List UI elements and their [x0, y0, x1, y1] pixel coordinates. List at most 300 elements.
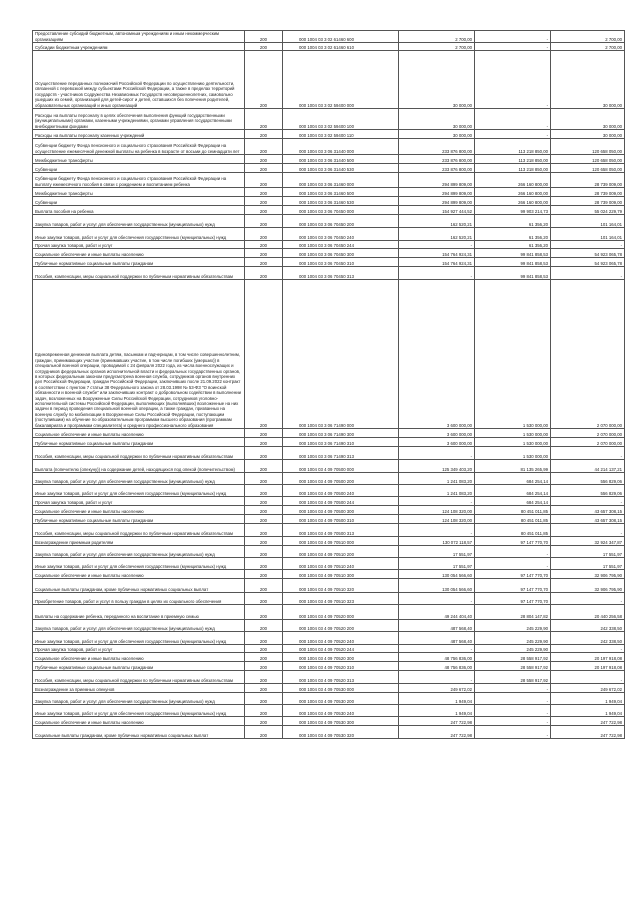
row-name-cell: Социальное обеспечение и иные выплаты населению	[33, 717, 245, 726]
row-code-cell: 200	[245, 43, 283, 51]
row-plan-cell: 124 108 320,00	[399, 515, 475, 524]
row-rest-cell: 242 338,50	[551, 620, 625, 632]
row-rest-cell: 30 000,00	[551, 51, 625, 109]
row-rest-cell: 101 164,01	[551, 215, 625, 228]
row-name-cell: Пособия, компенсации, меры социальной поддержки по публичным нормативным обязательствам	[33, 671, 245, 684]
row-rest-cell: 30 000,00	[551, 130, 625, 139]
table-row	[33, 593, 625, 605]
row-kbk-cell: 000 1004 03 4 09 70530 000	[283, 684, 399, 693]
row-code-cell: 200	[245, 506, 283, 515]
row-rest-cell: 30 000,00	[551, 109, 625, 130]
report-sheet	[32, 30, 624, 739]
row-fact-cell: 61 356,20	[475, 241, 551, 249]
row-kbk-cell: 000 1004 03 4 09 70520 313	[283, 671, 399, 684]
row-plan-cell: 49 244 404,40	[399, 605, 475, 620]
row-kbk-cell: 000 1004 03 3 02 61460 600	[283, 31, 399, 43]
row-plan-cell: 2 700,00	[399, 43, 475, 51]
row-kbk-cell: 000 1004 03 4 09 70520 000	[283, 605, 399, 620]
row-kbk-cell: 000 1004 03 3 06 70450 240	[283, 228, 399, 241]
row-name-cell: Социальное обеспечение и иные выплаты населению	[33, 570, 245, 579]
row-code-cell: 200	[245, 717, 283, 726]
row-code-cell: 200	[245, 173, 283, 188]
row-kbk-cell: 000 1004 03 4 09 70520 200	[283, 620, 399, 632]
table-row	[33, 705, 625, 717]
row-code-cell: 200	[245, 632, 283, 645]
row-kbk-cell: 000 1004 03 4 09 70500 000	[283, 460, 399, 473]
row-fact-cell: 99 841 858,53	[475, 267, 551, 280]
table-row	[33, 506, 625, 515]
row-code-cell: 200	[245, 605, 283, 620]
row-code-cell: 200	[245, 249, 283, 258]
row-code-cell: 200	[245, 537, 283, 546]
row-rest-cell: 55 024 229,79	[551, 206, 625, 215]
row-plan-cell: 2 700,00	[399, 31, 475, 43]
row-name-cell: Иные закупки товаров, работ и услуг для обеспечения государственных (муниципальных) нужд	[33, 632, 245, 645]
row-rest-cell: 54 923 065,78	[551, 258, 625, 267]
table-row	[33, 109, 625, 130]
row-kbk-cell: 000 1004 03 4 09 70510 200	[283, 546, 399, 558]
row-fact-cell: -	[475, 31, 551, 43]
row-rest-cell: 2 700,00	[551, 31, 625, 43]
row-fact-cell: 245 229,90	[475, 645, 551, 653]
row-rest-cell: 44 214 137,21	[551, 460, 625, 473]
row-plan-cell: 1 241 083,20	[399, 473, 475, 485]
table-row	[33, 473, 625, 485]
table-row	[33, 130, 625, 139]
row-kbk-cell: 000 1004 03 4 09 70510 240	[283, 558, 399, 570]
row-name-cell: Социальное обеспечение и иные выплаты населению	[33, 249, 245, 258]
table-row	[33, 249, 625, 258]
row-kbk-cell: 000 1004 03 4 09 70510 000	[283, 537, 399, 546]
table-row	[33, 693, 625, 705]
table-row	[33, 558, 625, 570]
row-plan-cell: -	[399, 671, 475, 684]
table-row	[33, 438, 625, 447]
row-fact-cell: 80 451 011,85	[475, 506, 551, 515]
table-row	[33, 447, 625, 460]
row-fact-cell: 99 903 214,73	[475, 206, 551, 215]
table-row	[33, 684, 625, 693]
row-rest-cell: 20 197 918,08	[551, 662, 625, 671]
row-name-cell: Предоставление субсидий бюджетным, автономным учреждениям и иным некоммерческим организациям	[33, 31, 245, 43]
row-code-cell: 200	[245, 558, 283, 570]
row-fact-cell: 684 254,14	[475, 485, 551, 497]
row-fact-cell: -	[475, 130, 551, 139]
row-kbk-cell: 000 1004 03 4 09 70520 240	[283, 632, 399, 645]
row-name-cell: Пособия, компенсации, меры социальной поддержки по публичным нормативным обязательствам	[33, 524, 245, 537]
row-rest-cell: 247 722,98	[551, 726, 625, 739]
row-name-cell: Публичные нормативные социальные выплаты гражданам	[33, 662, 245, 671]
row-rest-cell: 20 197 918,08	[551, 653, 625, 662]
row-kbk-cell: 000 1004 03 3 06 31460 530	[283, 197, 399, 206]
table-row	[33, 485, 625, 497]
row-code-cell: 200	[245, 139, 283, 155]
row-fact-cell: 245 229,90	[475, 620, 551, 632]
row-code-cell: 200	[245, 51, 283, 109]
row-code-cell: 200	[245, 645, 283, 653]
row-rest-cell: -	[551, 524, 625, 537]
row-name-cell: Субсидии бюджетным учреждениям	[33, 43, 245, 51]
row-rest-cell: -	[551, 593, 625, 605]
row-fact-cell: 113 218 850,00	[475, 139, 551, 155]
row-kbk-cell: 000 1004 03 3 02 61460 610	[283, 43, 399, 51]
row-code-cell: 200	[245, 497, 283, 506]
row-kbk-cell: 000 1004 03 3 02 59400 100	[283, 109, 399, 130]
row-code-cell: 200	[245, 130, 283, 139]
row-plan-cell: 30 000,00	[399, 51, 475, 109]
row-code-cell: 200	[245, 438, 283, 447]
row-fact-cell: 28 804 147,82	[475, 605, 551, 620]
table-row	[33, 31, 625, 43]
row-kbk-cell: 000 1004 03 3 06 31460 500	[283, 188, 399, 197]
row-rest-cell: 54 923 065,78	[551, 249, 625, 258]
row-plan-cell: 294 899 809,00	[399, 188, 475, 197]
row-plan-cell: 48 756 836,00	[399, 662, 475, 671]
row-fact-cell: 1 530 000,00	[475, 280, 551, 429]
row-plan-cell: 233 876 800,00	[399, 155, 475, 164]
row-kbk-cell: 000 1004 03 3 06 31440 530	[283, 164, 399, 173]
table-body	[33, 31, 625, 739]
table-row	[33, 524, 625, 537]
row-code-cell: 200	[245, 228, 283, 241]
row-plan-cell: 487 568,40	[399, 620, 475, 632]
row-code-cell: 200	[245, 515, 283, 524]
row-rest-cell: -	[551, 241, 625, 249]
row-fact-cell: 684 254,14	[475, 497, 551, 506]
row-kbk-cell: 000 1004 03 3 06 31440 500	[283, 155, 399, 164]
row-name-cell: Выплата пособия на ребенка	[33, 206, 245, 215]
row-rest-cell: 120 658 050,00	[551, 164, 625, 173]
row-code-cell: 200	[245, 280, 283, 429]
row-name-cell: Приобретение товаров, работ и услуг в пользу граждан в целях их социального обеспечения	[33, 593, 245, 605]
row-rest-cell: 2 070 000,00	[551, 438, 625, 447]
table-row	[33, 173, 625, 188]
row-code-cell: 200	[245, 197, 283, 206]
row-fact-cell: -	[475, 546, 551, 558]
row-rest-cell: 43 657 308,15	[551, 506, 625, 515]
row-plan-cell: 3 600 000,00	[399, 438, 475, 447]
row-fact-cell: 1 530 000,00	[475, 429, 551, 438]
row-fact-cell: -	[475, 693, 551, 705]
row-kbk-cell: 000 1004 03 4 09 70530 200	[283, 693, 399, 705]
row-code-cell: 200	[245, 215, 283, 228]
row-plan-cell: -	[399, 447, 475, 460]
row-name-cell: Субвенции	[33, 197, 245, 206]
row-fact-cell: -	[475, 43, 551, 51]
row-fact-cell: 61 356,20	[475, 228, 551, 241]
row-kbk-cell: 000 1004 03 4 09 70500 244	[283, 497, 399, 506]
table-row	[33, 632, 625, 645]
table-row	[33, 43, 625, 51]
row-rest-cell: -	[551, 267, 625, 280]
row-kbk-cell: 000 1004 03 4 09 70530 300	[283, 717, 399, 726]
row-plan-cell: 294 899 809,00	[399, 197, 475, 206]
row-plan-cell: 17 551,97	[399, 546, 475, 558]
row-rest-cell: 1 949,04	[551, 693, 625, 705]
row-fact-cell: 81 135 265,99	[475, 460, 551, 473]
table-row	[33, 164, 625, 173]
row-kbk-cell: 000 1004 03 4 09 70530 320	[283, 726, 399, 739]
row-rest-cell: 242 338,50	[551, 632, 625, 645]
row-rest-cell: 120 658 050,00	[551, 155, 625, 164]
row-plan-cell: 130 054 566,60	[399, 570, 475, 579]
row-plan-cell: 154 764 924,31	[399, 249, 475, 258]
row-name-cell: Социальное обеспечение и иные выплаты населению	[33, 429, 245, 438]
row-code-cell: 200	[245, 31, 283, 43]
table-row	[33, 460, 625, 473]
row-name-cell: Межбюджетные трансферты	[33, 188, 245, 197]
row-kbk-cell: 000 1004 03 3 06 71490 310	[283, 438, 399, 447]
row-fact-cell: -	[475, 705, 551, 717]
row-name-cell: Межбюджетные трансферты	[33, 155, 245, 164]
row-plan-cell: 124 108 320,00	[399, 506, 475, 515]
row-kbk-cell: 000 1004 03 4 09 70510 300	[283, 570, 399, 579]
row-name-cell: Субвенции бюджету Фонда пенсионного и социального страхования Российской Федерации на выплату ежемесячного пособия в связи с рождением и воспитанием ребенка	[33, 173, 245, 188]
row-fact-cell: 266 160 800,00	[475, 188, 551, 197]
row-rest-cell: -	[551, 671, 625, 684]
row-plan-cell: 1 949,04	[399, 705, 475, 717]
row-name-cell: Закупка товаров, работ и услуг для обеспечения государственных (муниципальных) нужд	[33, 473, 245, 485]
row-kbk-cell: 000 1004 03 3 06 71490 313	[283, 447, 399, 460]
table-row	[33, 653, 625, 662]
row-rest-cell: 101 164,01	[551, 228, 625, 241]
row-code-cell: 200	[245, 546, 283, 558]
row-rest-cell: 17 551,97	[551, 558, 625, 570]
row-fact-cell: -	[475, 51, 551, 109]
row-kbk-cell: 000 1004 03 3 02 59400 110	[283, 130, 399, 139]
row-code-cell: 200	[245, 447, 283, 460]
row-rest-cell: 120 658 050,00	[551, 139, 625, 155]
row-rest-cell: 28 739 009,00	[551, 197, 625, 206]
row-code-cell: 200	[245, 267, 283, 280]
row-fact-cell: 97 147 770,70	[475, 593, 551, 605]
row-name-cell: Расходы на выплаты персоналу казенных учреждений	[33, 130, 245, 139]
row-plan-cell: 3 600 000,00	[399, 429, 475, 438]
table-row	[33, 605, 625, 620]
table-row	[33, 139, 625, 155]
row-rest-cell: 249 672,02	[551, 684, 625, 693]
row-plan-cell: 1 949,04	[399, 693, 475, 705]
row-fact-cell: 99 841 858,53	[475, 258, 551, 267]
row-fact-cell: 80 451 011,85	[475, 524, 551, 537]
row-fact-cell: -	[475, 109, 551, 130]
row-kbk-cell: 000 1004 03 4 09 70500 240	[283, 485, 399, 497]
row-code-cell: 200	[245, 684, 283, 693]
row-plan-cell: 125 349 403,20	[399, 460, 475, 473]
row-name-cell: Публичные нормативные социальные выплаты гражданам	[33, 258, 245, 267]
row-code-cell: 200	[245, 258, 283, 267]
row-fact-cell: 28 558 917,92	[475, 653, 551, 662]
row-kbk-cell: 000 1004 03 3 06 70450 310	[283, 258, 399, 267]
row-plan-cell: 247 722,98	[399, 726, 475, 739]
row-kbk-cell: 000 1004 03 4 09 70530 240	[283, 705, 399, 717]
row-fact-cell: -	[475, 726, 551, 739]
row-fact-cell: 97 147 770,70	[475, 537, 551, 546]
table-row	[33, 429, 625, 438]
table-row	[33, 197, 625, 206]
row-plan-cell: -	[399, 497, 475, 506]
row-kbk-cell: 000 1004 03 4 09 70500 200	[283, 473, 399, 485]
row-rest-cell: -	[551, 447, 625, 460]
table-row	[33, 258, 625, 267]
row-fact-cell: 684 254,14	[475, 473, 551, 485]
table-row	[33, 515, 625, 524]
row-name-cell: Расходы на выплаты персоналу в целях обеспечения выполнения функций государственными (муниципальными) органами, казенными учреждениями, органами управления государственными внебюджетными фондами	[33, 109, 245, 130]
row-name-cell: Пособия, компенсации, меры социальной поддержки по публичным нормативным обязательствам	[33, 447, 245, 460]
row-code-cell: 200	[245, 693, 283, 705]
row-rest-cell: 1 949,04	[551, 705, 625, 717]
table-row	[33, 717, 625, 726]
row-plan-cell: 162 520,21	[399, 228, 475, 241]
table-row	[33, 215, 625, 228]
row-plan-cell: 154 764 924,31	[399, 258, 475, 267]
row-code-cell: 200	[245, 579, 283, 593]
table-row	[33, 579, 625, 593]
row-rest-cell: 2 070 000,00	[551, 280, 625, 429]
row-name-cell: Субвенции бюджету Фонда пенсионного и социального страхования Российской Федерации на осуществление ежемесячной денежной выплаты на ребенка в возрасте от восьми до семнадцати лет	[33, 139, 245, 155]
row-kbk-cell: 000 1004 03 3 06 70450 000	[283, 206, 399, 215]
row-name-cell: Иные закупки товаров, работ и услуг для обеспечения государственных (муниципальных) нужд	[33, 558, 245, 570]
table-row	[33, 155, 625, 164]
row-plan-cell: 130 054 566,60	[399, 579, 475, 593]
row-rest-cell: -	[551, 645, 625, 653]
row-code-cell: 200	[245, 570, 283, 579]
row-code-cell: 200	[245, 429, 283, 438]
row-plan-cell: 249 672,02	[399, 684, 475, 693]
row-plan-cell: 233 876 800,00	[399, 164, 475, 173]
table-row	[33, 188, 625, 197]
row-kbk-cell: 000 1004 03 3 02 59400 000	[283, 51, 399, 109]
row-name-cell: Выплаты на содержание ребенка, переданного на воспитание в приемную семью	[33, 605, 245, 620]
table-row	[33, 537, 625, 546]
table-row	[33, 267, 625, 280]
row-fact-cell: 113 218 850,00	[475, 164, 551, 173]
row-kbk-cell: 000 1004 03 3 06 31440 000	[283, 139, 399, 155]
row-plan-cell: 162 520,21	[399, 215, 475, 228]
row-kbk-cell: 000 1004 03 4 09 70500 300	[283, 506, 399, 515]
row-name-cell: Прочая закупка товаров, работ и услуг	[33, 645, 245, 653]
row-code-cell: 200	[245, 241, 283, 249]
row-code-cell: 200	[245, 726, 283, 739]
table-row	[33, 51, 625, 109]
row-name-cell: Социальное обеспечение и иные выплаты населению	[33, 506, 245, 515]
row-name-cell: Пособия, компенсации, меры социальной поддержки по публичным нормативным обязательствам	[33, 267, 245, 280]
row-name-cell: Закупка товаров, работ и услуг для обеспечения государственных (муниципальных) нужд	[33, 546, 245, 558]
row-code-cell: 200	[245, 206, 283, 215]
row-name-cell: Выплата (попечителю (опекуну)) на содержание детей, находящихся под опекой (попечительством)	[33, 460, 245, 473]
row-name-cell: Иные закупки товаров, работ и услуг для обеспечения государственных (муниципальных) нужд	[33, 705, 245, 717]
table-row	[33, 645, 625, 653]
row-rest-cell: 2 700,00	[551, 43, 625, 51]
table-row	[33, 280, 625, 429]
row-name-cell: Социальные выплаты гражданам, кроме публичных нормативных социальных выплат	[33, 726, 245, 739]
row-fact-cell: 245 229,90	[475, 632, 551, 645]
row-rest-cell: 2 070 000,00	[551, 429, 625, 438]
row-name-cell: Прочая закупка товаров, работ и услуг	[33, 241, 245, 249]
row-plan-cell: -	[399, 267, 475, 280]
table-row	[33, 570, 625, 579]
row-plan-cell: 294 899 809,00	[399, 173, 475, 188]
row-fact-cell: 113 218 850,00	[475, 155, 551, 164]
row-fact-cell: -	[475, 717, 551, 726]
table-row	[33, 620, 625, 632]
row-name-cell: Вознаграждение приемным родителям	[33, 537, 245, 546]
row-name-cell: Единовременная денежная выплата детям, пасынкам и падчерицам, в том числе совершеннолетним, граждан, принимающих участие (принимавших участие, в том числе погибших (умерших)) в специальной военной операции, проводимой с 24 февраля 2022 года, из числа военнослужащих и сотрудников федеральных органов исполнительной власти и федеральных государственных органов, в которых федеральным законом предусмотрена военная служба, сотрудников органов внутренних дел Российской Федерации, граждан Российской Федерации, заключивших после 21.09.2022 контракт в соответствии с пунктом 7 статьи 38 Федерального закона от 28.03.1998 № 53-ФЗ "О воинской обязанности и военной службе" или заключивших контракт о добровольном содействии в выполнении задач, возложенных на Вооруженные Силы Российской Федерации, сотрудников уголовно-исполнительной системы Российской Федерации, выполняющих (выполнявших) возложенные на них задачи в период проведения специальной военной операции, а также граждан, призванных на военную службу по мобилизации в Вооруженные Силы Российской Федерации, поступающим (поступившим) на обучение по образовательным программам высшего образования (программам бакалавриата и программам специалитета) и среднего профессионального образования	[33, 280, 245, 429]
row-fact-cell: 28 558 917,92	[475, 671, 551, 684]
row-name-cell: Закупка товаров, работ и услуг для обеспечения государственных (муниципальных) нужд	[33, 693, 245, 705]
row-name-cell: Субвенции	[33, 164, 245, 173]
row-code-cell: 200	[245, 485, 283, 497]
row-plan-cell: 30 000,00	[399, 130, 475, 139]
row-plan-cell: 48 756 836,00	[399, 653, 475, 662]
row-plan-cell: -	[399, 524, 475, 537]
row-kbk-cell: 000 1004 03 3 06 70450 300	[283, 249, 399, 258]
row-fact-cell: 1 530 000,00	[475, 438, 551, 447]
row-kbk-cell: 000 1004 03 4 09 70510 323	[283, 593, 399, 605]
row-kbk-cell: 000 1004 03 4 09 70510 320	[283, 579, 399, 593]
row-kbk-cell: 000 1004 03 4 09 70520 244	[283, 645, 399, 653]
row-plan-cell: 233 876 800,00	[399, 139, 475, 155]
row-name-cell: Публичные нормативные социальные выплаты гражданам	[33, 515, 245, 524]
row-rest-cell: 32 924 347,87	[551, 537, 625, 546]
table-row	[33, 206, 625, 215]
row-code-cell: 200	[245, 473, 283, 485]
row-plan-cell: 17 551,97	[399, 558, 475, 570]
row-rest-cell: 556 829,06	[551, 485, 625, 497]
row-name-cell: Иные закупки товаров, работ и услуг для обеспечения государственных (муниципальных) нужд	[33, 228, 245, 241]
table-row	[33, 546, 625, 558]
row-kbk-cell: 000 1004 03 3 06 70450 200	[283, 215, 399, 228]
row-code-cell: 200	[245, 593, 283, 605]
row-name-cell: Социальное обеспечение и иные выплаты населению	[33, 653, 245, 662]
row-plan-cell: -	[399, 241, 475, 249]
row-name-cell: Вознаграждение за приемных опекунов	[33, 684, 245, 693]
row-code-cell: 200	[245, 155, 283, 164]
table-row	[33, 241, 625, 249]
row-plan-cell: 130 072 118,57	[399, 537, 475, 546]
row-rest-cell: 17 551,97	[551, 546, 625, 558]
row-fact-cell: 266 160 800,00	[475, 197, 551, 206]
row-name-cell: Социальные выплаты гражданам, кроме публичных нормативных социальных выплат	[33, 579, 245, 593]
row-kbk-cell: 000 1004 03 4 09 70520 300	[283, 653, 399, 662]
row-name-cell: Прочая закупка товаров, работ и услуг	[33, 497, 245, 506]
row-name-cell: Иные закупки товаров, работ и услуг для обеспечения государственных (муниципальных) нужд	[33, 485, 245, 497]
row-plan-cell: -	[399, 645, 475, 653]
row-code-cell: 200	[245, 524, 283, 537]
table-row	[33, 497, 625, 506]
row-plan-cell: 247 722,98	[399, 717, 475, 726]
row-plan-cell: 154 927 444,52	[399, 206, 475, 215]
row-name-cell: Осуществление переданных полномочий Российской Федерации по осуществлению деятельности, связанной с перевозкой между субъектами Российской Федерации, а также в пределах территорий государств - участников Содружества Независимых Государств несовершеннолетних, самовольно ушедших из семей, организаций для детей-сирот и детей, оставшихся без попечения родителей, образовательных организаций и иных организаций	[33, 51, 245, 109]
table-row	[33, 228, 625, 241]
row-fact-cell: -	[475, 684, 551, 693]
row-fact-cell: 97 147 770,70	[475, 579, 551, 593]
row-rest-cell: 20 440 256,58	[551, 605, 625, 620]
row-name-cell: Публичные нормативные социальные выплаты гражданам	[33, 438, 245, 447]
table-row	[33, 726, 625, 739]
row-code-cell: 200	[245, 653, 283, 662]
row-plan-cell: 487 568,40	[399, 632, 475, 645]
table-row	[33, 671, 625, 684]
row-fact-cell: 1 530 000,00	[475, 447, 551, 460]
row-rest-cell: 43 657 308,15	[551, 515, 625, 524]
row-code-cell: 200	[245, 705, 283, 717]
row-plan-cell: -	[399, 593, 475, 605]
row-plan-cell: 1 241 083,20	[399, 485, 475, 497]
row-name-cell: Закупка товаров, работ и услуг для обеспечения государственных (муниципальных) нужд	[33, 215, 245, 228]
row-fact-cell: 28 558 917,92	[475, 662, 551, 671]
row-kbk-cell: 000 1004 03 4 09 70520 310	[283, 662, 399, 671]
